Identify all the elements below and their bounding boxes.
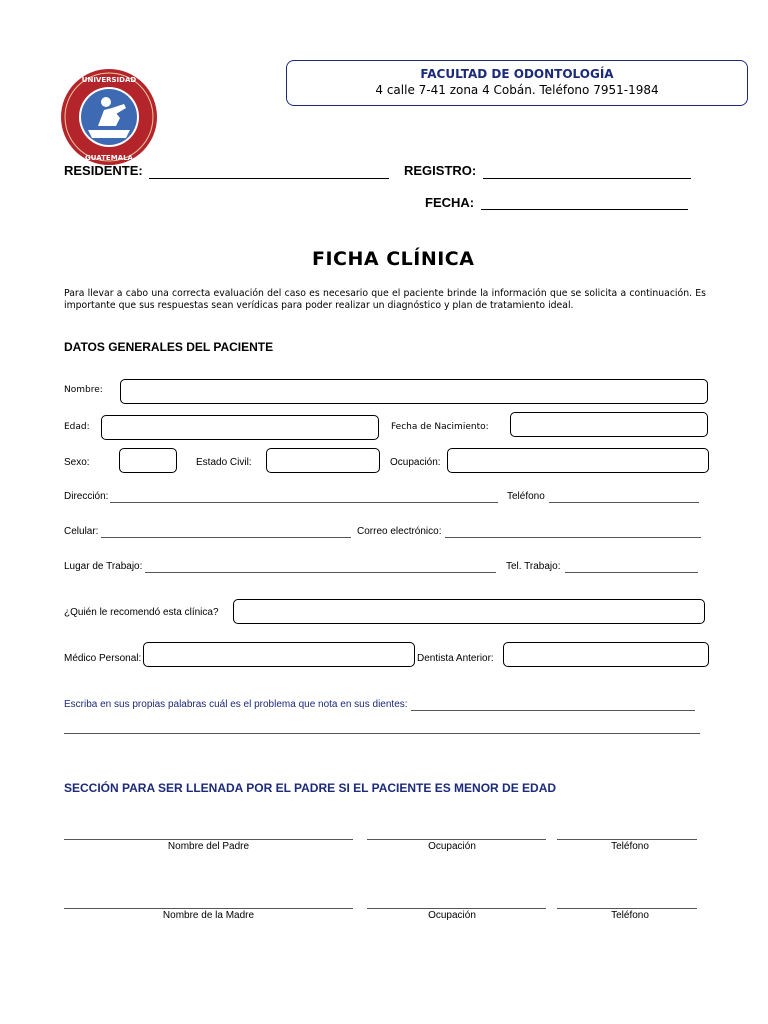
edad-input[interactable] (101, 415, 379, 440)
section-parent-heading: SECCIÓN PARA SER LLENADA POR EL PADRE SI EL PACIENTE ES MENOR DE EDAD (64, 781, 557, 795)
intro-paragraph: Para llevar a cabo una correcta evaluación del caso es necesario que el paciente brinde la información que se solicita a continuación. Es importante que sus respuestas sean verídicas para poder realizar un diagnóstico y plan de tratamiento ideal. (64, 288, 706, 311)
nombre-label: Nombre: (64, 385, 103, 395)
university-seal-logo (60, 68, 158, 166)
direccion-label: Dirección: (64, 491, 109, 502)
ocupacion-padre-caption: Ocupación (428, 841, 476, 852)
nombre-padre-line[interactable] (64, 839, 353, 840)
ocupacion-label: Ocupación: (390, 457, 441, 468)
dentista-label: Dentista Anterior: (417, 653, 494, 664)
faculty-address: 4 calle 7-41 zona 4 Cobán. Teléfono 7951-1984 (375, 83, 659, 97)
medico-label: Médico Personal: (64, 653, 142, 664)
telefono-padre-caption: Teléfono (611, 841, 649, 852)
correo-line[interactable] (445, 537, 701, 538)
faculty-title: FACULTAD DE ODONTOLOGÍA (420, 67, 614, 81)
recomendo-input[interactable] (233, 599, 705, 624)
direccion-line[interactable] (110, 502, 498, 503)
estado-civil-input[interactable] (266, 448, 380, 473)
ocupacion-padre-line[interactable] (367, 839, 546, 840)
residente-line[interactable] (149, 178, 389, 179)
medico-input[interactable] (143, 642, 415, 667)
tel-trabajo-label: Tel. Trabajo: (506, 561, 561, 572)
problema-line-1[interactable] (411, 710, 695, 711)
celular-label: Celular: (64, 526, 99, 537)
fecha-line[interactable] (481, 209, 688, 210)
sexo-label: Sexo: (64, 457, 90, 468)
fecha-label: FECHA: (425, 195, 475, 210)
svg-text:UNIVERSIDAD: UNIVERSIDAD (81, 76, 137, 84)
registro-label: REGISTRO: (404, 163, 477, 178)
problema-label: Escriba en sus propias palabras cuál es el problema que nota en sus dientes: (64, 699, 408, 710)
lugar-trabajo-line[interactable] (145, 572, 496, 573)
lugar-trabajo-label: Lugar de Trabajo: (64, 561, 143, 572)
problema-line-2[interactable] (64, 733, 700, 734)
ocupacion-input[interactable] (447, 448, 709, 473)
estado-civil-label: Estado Civil: (196, 457, 252, 468)
sexo-input[interactable] (119, 448, 177, 473)
residente-label: RESIDENTE: (64, 163, 143, 178)
registro-line[interactable] (483, 178, 691, 179)
tel-trabajo-line[interactable] (565, 572, 698, 573)
nombre-madre-caption: Nombre de la Madre (162, 910, 255, 921)
nombre-madre-line[interactable] (64, 908, 353, 909)
ocupacion-madre-line[interactable] (367, 908, 546, 909)
celular-line[interactable] (101, 537, 351, 538)
header-box (286, 60, 748, 106)
nombre-input[interactable] (120, 379, 708, 404)
telefono-madre-line[interactable] (557, 908, 697, 909)
telefono-label: Teléfono (507, 491, 545, 502)
telefono-line[interactable] (549, 502, 699, 503)
edad-label: Edad: (64, 422, 90, 432)
page-title: FICHA CLÍNICA (312, 248, 475, 270)
recomendo-label: ¿Quién le recomendó esta clínica? (64, 607, 219, 618)
correo-label: Correo electrónico: (357, 526, 442, 537)
ocupacion-madre-caption: Ocupación (428, 910, 476, 921)
svg-text:GUATEMALA: GUATEMALA (85, 154, 133, 162)
fecha-nacimiento-label: Fecha de Nacimiento: (391, 422, 489, 432)
dentista-input[interactable] (503, 642, 709, 667)
telefono-madre-caption: Teléfono (611, 910, 649, 921)
fecha-nacimiento-input[interactable] (510, 412, 708, 437)
nombre-padre-caption: Nombre del Padre (167, 841, 250, 852)
telefono-padre-line[interactable] (557, 839, 697, 840)
section-general-heading: DATOS GENERALES DEL PACIENTE (64, 340, 274, 354)
